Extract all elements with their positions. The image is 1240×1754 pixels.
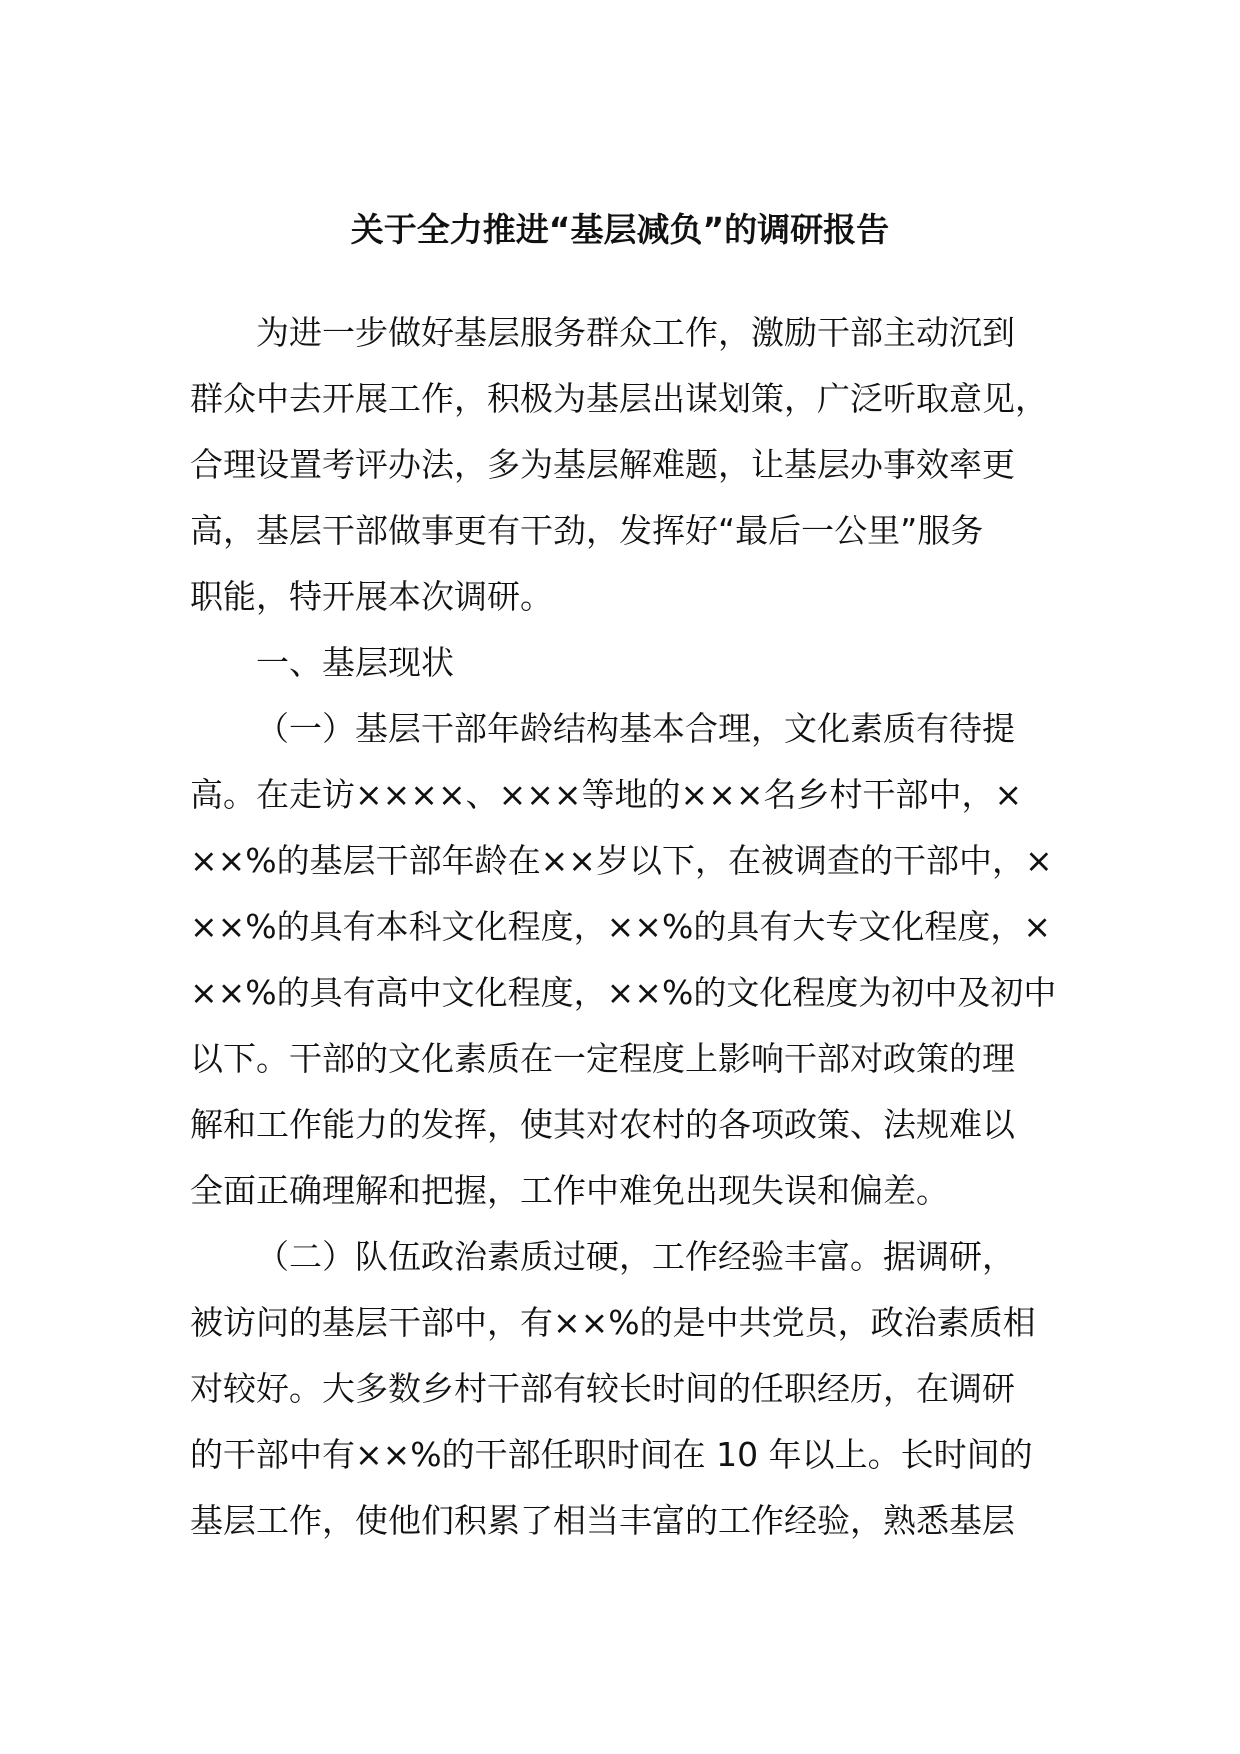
paragraph-line: ××%的具有高中文化程度，××%的文化程度为初中及初中	[190, 973, 1057, 1012]
paragraph-line: 解和工作能力的发挥，使其对农村的各项政策、法规难以	[190, 1105, 1015, 1144]
paragraph-line: 职能，特开展本次调研。	[190, 577, 553, 616]
paragraph-line: 高。在走访××××、×××等地的×××名乡村干部中，×	[190, 775, 1023, 814]
paragraph-line: 以下。干部的文化素质在一定程度上影响干部对政策的理	[190, 1039, 1015, 1078]
paragraph-line: 基层工作，使他们积累了相当丰富的工作经验，熟悉基层	[190, 1501, 1015, 1540]
paragraph-line: 高，基层干部做事更有干劲，发挥好“最后一公里”服务	[190, 511, 984, 550]
paragraph-line: ××%的具有本科文化程度，××%的具有大专文化程度，×	[190, 907, 1051, 946]
paragraph-line: （二）队伍政治素质过硬，工作经验丰富。据调研，	[256, 1237, 1015, 1276]
paragraph-line: ××%的基层干部年龄在××岁以下，在被调查的干部中，×	[190, 841, 1053, 880]
paragraph-line: 全面正确理解和把握，工作中难免出现失误和偏差。	[190, 1171, 949, 1210]
section-heading: 一、基层现状	[256, 643, 454, 682]
paragraph-line: 对较好。大多数乡村干部有较长时间的任职经历，在调研	[190, 1369, 1015, 1408]
paragraph-line: 为进一步做好基层服务群众工作，激励干部主动沉到	[256, 313, 1015, 352]
paragraph-line: 群众中去开展工作，积极为基层出谋划策，广泛听取意见，	[190, 379, 1048, 418]
paragraph-line: 的干部中有××%的干部任职时间在 10 年以上。长时间的	[190, 1435, 1033, 1474]
document-title: 关于全力推进“基层减负”的调研报告	[350, 210, 890, 249]
paragraph-line: 合理设置考评办法，多为基层解难题，让基层办事效率更	[190, 445, 1015, 484]
document-body	[190, 300, 1060, 1554]
paragraph-line: 被访问的基层干部中，有××%的是中共党员，政治素质相	[190, 1303, 1036, 1342]
paragraph-line: （一）基层干部年龄结构基本合理，文化素质有待提	[256, 709, 1015, 748]
